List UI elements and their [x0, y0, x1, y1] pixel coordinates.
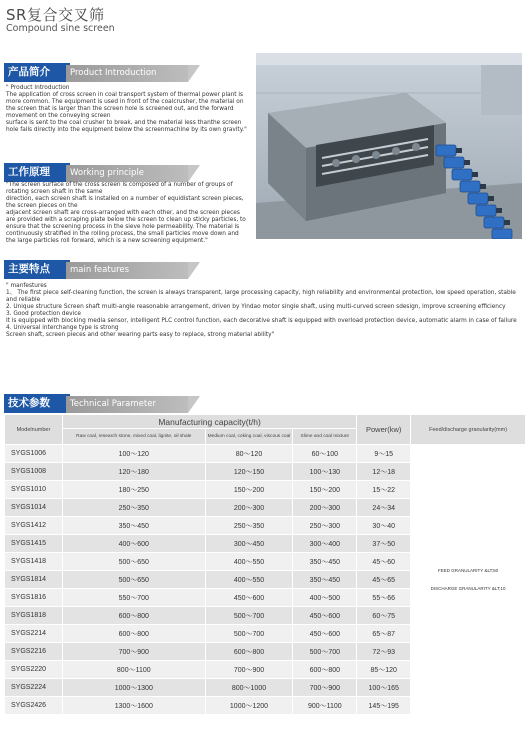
- section-header-features: [4, 260, 204, 279]
- header-tail: [188, 396, 200, 413]
- medium-coal-cell: 200～300: [205, 499, 293, 517]
- medium-coal-cell: 120～150: [205, 463, 293, 481]
- raw-coal-cell: 500～650: [62, 553, 205, 571]
- raw-coal-cell: 700～900: [62, 643, 205, 661]
- raw-coal-cell: 1000～1300: [62, 679, 205, 697]
- title-en: Compound sine screen: [6, 23, 115, 34]
- raw-coal-cell: 550～700: [62, 589, 205, 607]
- power-cell: 85～120: [357, 661, 411, 679]
- raw-coal-cell: 180～250: [62, 481, 205, 499]
- section-label-en: Product Introduction: [66, 65, 188, 82]
- model-cell: SYGS1412: [5, 517, 63, 535]
- model-cell: SYGS1818: [5, 607, 63, 625]
- power-cell: 45～60: [357, 553, 411, 571]
- power-cell: 12～18: [357, 463, 411, 481]
- slime-cell: 200～300: [293, 499, 357, 517]
- power-cell: 145～195: [357, 697, 411, 715]
- medium-coal-cell: 250～350: [205, 517, 293, 535]
- medium-coal-cell: 700～900: [205, 661, 293, 679]
- slime-cell: 300～400: [293, 535, 357, 553]
- title-cn: SR复合交叉筛: [6, 6, 105, 24]
- col-capacity: Manufacturing capacity(t/h): [62, 415, 356, 429]
- slime-cell: 350～450: [293, 553, 357, 571]
- section-label-cn: 技术参数: [4, 394, 70, 413]
- model-cell: SYGS1814: [5, 571, 63, 589]
- slime-cell: 700～900: [293, 679, 357, 697]
- intro-text: " Product Introduction The application of cross screen in coal transport system of thermal power plant is more common. The equipment is used in front of the coalcrusher, the material on the screen that is larger than the screen hole is screened out, and the forward movement on the conveying screen surface is sent to the coal crusher to break, and the material less thanthe screen hole falls directly into the equipment below the screenmachine by its own gravity.": [6, 85, 247, 133]
- raw-coal-cell: 350～450: [62, 517, 205, 535]
- model-cell: SYGS1415: [5, 535, 63, 553]
- col-granularity: Feed/discharge granularity(mm): [411, 415, 526, 445]
- slime-cell: 350～450: [293, 571, 357, 589]
- raw-coal-cell: 600～800: [62, 607, 205, 625]
- medium-coal-cell: 150～200: [205, 481, 293, 499]
- raw-coal-cell: 400～600: [62, 535, 205, 553]
- slime-cell: 60～100: [293, 445, 357, 463]
- power-cell: 55～66: [357, 589, 411, 607]
- table-row: [5, 445, 526, 463]
- power-cell: 72～93: [357, 643, 411, 661]
- power-cell: 60～75: [357, 607, 411, 625]
- power-cell: 30～40: [357, 517, 411, 535]
- model-cell: SYGS2426: [5, 697, 63, 715]
- slime-cell: 600～800: [293, 661, 357, 679]
- power-cell: 15～22: [357, 481, 411, 499]
- slime-cell: 900～1100: [293, 697, 357, 715]
- medium-coal-cell: 800～1000: [205, 679, 293, 697]
- model-cell: SYGS1014: [5, 499, 63, 517]
- model-cell: SYGS2214: [5, 625, 63, 643]
- section-header-intro: [4, 63, 204, 82]
- slime-cell: 500～700: [293, 643, 357, 661]
- medium-coal-cell: 450～600: [205, 589, 293, 607]
- section-label-cn: 工作原理: [4, 163, 70, 182]
- section-header-params: [4, 394, 204, 413]
- medium-coal-cell: 1000～1200: [205, 697, 293, 715]
- col-raw: Raw coal, research stone, mixed coal, lignite, oil shale: [62, 429, 205, 445]
- raw-coal-cell: 1300～1600: [62, 697, 205, 715]
- power-cell: 9～15: [357, 445, 411, 463]
- model-cell: SYGS2224: [5, 679, 63, 697]
- medium-coal-cell: 80～120: [205, 445, 293, 463]
- slime-cell: 100～130: [293, 463, 357, 481]
- raw-coal-cell: 250～350: [62, 499, 205, 517]
- section-label-cn: 主要特点: [4, 260, 70, 279]
- medium-coal-cell: 500～700: [205, 607, 293, 625]
- slime-cell: 450～600: [293, 625, 357, 643]
- section-label-cn: 产品简介: [4, 63, 70, 82]
- header-tail: [188, 165, 200, 182]
- slime-cell: 400～500: [293, 589, 357, 607]
- section-label-en: Working principle: [66, 165, 188, 182]
- medium-coal-cell: 600～800: [205, 643, 293, 661]
- raw-coal-cell: 100～120: [62, 445, 205, 463]
- model-cell: SYGS1010: [5, 481, 63, 499]
- working-text: "The screen surface of the cross screen is composed of a number of groups of rotating screen shaft in the same direction, each screen shaft is installed on a number of equidistant screen pieces, the screen pieces on the adjacent screen shaft are cross-arranged with each other, and the screen pieces are provided with a scraping plate below the screen to clean up sticky particles, to ensure that the screening process in the sieve hole permeability. The material is continuously stratified in the rolling process, the small particles move down and the large particles roll forward, which is a new screening equipment.": [6, 182, 246, 244]
- raw-coal-cell: 600～800: [62, 625, 205, 643]
- model-cell: SYGS1008: [5, 463, 63, 481]
- medium-coal-cell: 500～700: [205, 625, 293, 643]
- section-label-en: main features: [66, 262, 188, 279]
- medium-coal-cell: 400～550: [205, 571, 293, 589]
- power-cell: 37～50: [357, 535, 411, 553]
- power-cell: 24～34: [357, 499, 411, 517]
- slime-cell: 450～600: [293, 607, 357, 625]
- col-power: Power(kw): [357, 415, 411, 445]
- raw-coal-cell: 120～180: [62, 463, 205, 481]
- power-cell: 100～165: [357, 679, 411, 697]
- header-tail: [188, 262, 200, 279]
- medium-coal-cell: 400～550: [205, 553, 293, 571]
- cross-screen-illustration: [256, 53, 522, 239]
- model-cell: SYGS2220: [5, 661, 63, 679]
- granularity-note: FEED GRANULARITY &LT;50 DISCHARGE GRANULARITY &LT;10: [411, 445, 526, 715]
- model-cell: SYGS1418: [5, 553, 63, 571]
- col-medium: Medium coal, coking coal, viscous coal: [205, 429, 293, 445]
- machine-photo: [256, 53, 522, 239]
- model-cell: SYGS2216: [5, 643, 63, 661]
- header-tail: [188, 65, 200, 82]
- spec-table-body: [5, 445, 526, 715]
- power-cell: 65～87: [357, 625, 411, 643]
- spec-table: [4, 414, 526, 715]
- features-text: " manfestures 1、 The first piece self-cleaning function, the screen is always transparent, large processing capacity, high reliability and environmental protection, low speed operation, stable and reliable 2. Unique structure Screen shaft multi-angle reasonable arrangement, driven by Yindao motor single shaft, using multi-curved screen sdesign, improve screening efficiency 3. Good protection device It is equipped with blocking media sensor, intelligent PLC control function, each decorative shaft is equipped with overload protection device, automatic alarm in case of failure 4. Universal interchange type is strong Screen shaft, screen pieces and other wearing parts easy to replace, strong material ability": [6, 283, 517, 338]
- power-cell: 45～65: [357, 571, 411, 589]
- slime-cell: 150～200: [293, 481, 357, 499]
- model-cell: SYGS1006: [5, 445, 63, 463]
- col-model: Modelnumber: [5, 415, 63, 445]
- raw-coal-cell: 500～650: [62, 571, 205, 589]
- slime-cell: 250～300: [293, 517, 357, 535]
- section-header-working: [4, 163, 204, 182]
- raw-coal-cell: 800～1100: [62, 661, 205, 679]
- medium-coal-cell: 300～450: [205, 535, 293, 553]
- section-label-en: Technical Parameter: [66, 396, 188, 413]
- col-slime: Slime and coal mixture: [293, 429, 357, 445]
- model-cell: SYGS1816: [5, 589, 63, 607]
